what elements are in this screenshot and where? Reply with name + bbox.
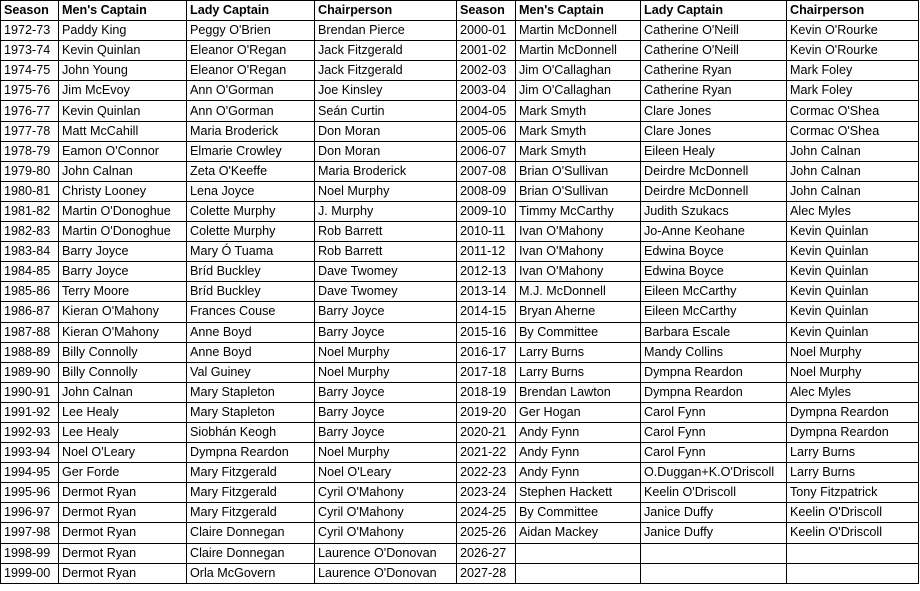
season-cell: 1975-76 <box>1 81 59 101</box>
season-cell: 1986-87 <box>1 302 59 322</box>
season-cell: 1991-92 <box>1 402 59 422</box>
lady-captain-cell: Catherine O'Neill <box>641 21 787 41</box>
lady-captain-cell: Deirdre McDonnell <box>641 161 787 181</box>
season-cell: 2024-25 <box>457 503 516 523</box>
chairperson-cell: Seán Curtin <box>315 101 457 121</box>
chairperson-cell: John Calnan <box>787 141 919 161</box>
lady-captain-cell: Mary Stapleton <box>187 382 315 402</box>
season-cell: 2019-20 <box>457 402 516 422</box>
chairperson-cell: Kevin Quinlan <box>787 322 919 342</box>
chairperson-cell: Tony Fitzpatrick <box>787 483 919 503</box>
lady-captain-cell: Eileen Healy <box>641 141 787 161</box>
lady-captain-cell: Mary Ó Tuama <box>187 242 315 262</box>
season-cell: 2018-19 <box>457 382 516 402</box>
lady-captain-cell: Edwina Boyce <box>641 242 787 262</box>
mens-captain-cell: Andy Fynn <box>516 463 641 483</box>
chairperson-cell: Dave Twomey <box>315 282 457 302</box>
mens-captain-cell: M.J. McDonnell <box>516 282 641 302</box>
season-cell: 1976-77 <box>1 101 59 121</box>
mens-captain-cell: John Calnan <box>59 382 187 402</box>
season-cell: 1994-95 <box>1 463 59 483</box>
table-row <box>1 161 919 181</box>
table-row <box>1 101 919 121</box>
mens-captain-cell: Ivan O'Mahony <box>516 262 641 282</box>
mens-captain-cell: Martin O'Donoghue <box>59 201 187 221</box>
mens-captain-cell: Paddy King <box>59 21 187 41</box>
mens-captain-cell: Mark Smyth <box>516 121 641 141</box>
season-cell: 1985-86 <box>1 282 59 302</box>
chairperson-cell: Barry Joyce <box>315 422 457 442</box>
chairperson-cell: Rob Barrett <box>315 222 457 242</box>
lady-captain-cell: Eleanor O'Regan <box>187 41 315 61</box>
chairperson-cell: Barry Joyce <box>315 402 457 422</box>
mens-captain-cell: Dermot Ryan <box>59 483 187 503</box>
chairperson-cell: Alec Myles <box>787 201 919 221</box>
lady-captain-cell: Anne Boyd <box>187 342 315 362</box>
chairperson-cell: Kevin O'Rourke <box>787 41 919 61</box>
lady-captain-cell: Mary Fitzgerald <box>187 503 315 523</box>
chairperson-cell: Noel Murphy <box>315 181 457 201</box>
mens-captain-cell <box>516 543 641 563</box>
table-row <box>1 322 919 342</box>
lady-captain-cell: Catherine Ryan <box>641 81 787 101</box>
season-cell: 1980-81 <box>1 181 59 201</box>
mens-captain-cell: Jim O'Callaghan <box>516 81 641 101</box>
lady-captain-cell: Peggy O'Brien <box>187 21 315 41</box>
lady-captain-cell: Siobhán Keogh <box>187 422 315 442</box>
lady-captain-cell: O.Duggan+K.O'Driscoll <box>641 463 787 483</box>
table-row <box>1 222 919 242</box>
season-cell: 2011-12 <box>457 242 516 262</box>
lady-captain-cell: Mandy Collins <box>641 342 787 362</box>
mens-captain-cell: Ivan O'Mahony <box>516 222 641 242</box>
season-cell: 2016-17 <box>457 342 516 362</box>
table-row <box>1 563 919 583</box>
mens-captain-cell: Dermot Ryan <box>59 543 187 563</box>
chairperson-cell: Laurence O'Donovan <box>315 543 457 563</box>
table-row <box>1 41 919 61</box>
chairperson-cell: Noel Murphy <box>787 362 919 382</box>
season-cell: 1987-88 <box>1 322 59 342</box>
table-row <box>1 463 919 483</box>
lady-captain-header: Lady Captain <box>641 1 787 21</box>
season-header: Season <box>457 1 516 21</box>
season-cell: 2000-01 <box>457 21 516 41</box>
chairperson-cell: John Calnan <box>787 161 919 181</box>
lady-captain-cell: Claire Donnegan <box>187 523 315 543</box>
lady-captain-cell: Janice Duffy <box>641 503 787 523</box>
season-cell: 2007-08 <box>457 161 516 181</box>
mens-captain-cell: Ivan O'Mahony <box>516 242 641 262</box>
table-row <box>1 141 919 161</box>
season-cell: 1999-00 <box>1 563 59 583</box>
mens-captain-cell: Brian O'Sullivan <box>516 161 641 181</box>
mens-captain-cell: Dermot Ryan <box>59 563 187 583</box>
mens-captain-cell: Kevin Quinlan <box>59 41 187 61</box>
mens-captain-cell: Terry Moore <box>59 282 187 302</box>
lady-captain-cell: Eileen McCarthy <box>641 282 787 302</box>
mens-captain-cell: Bryan Aherne <box>516 302 641 322</box>
lady-captain-cell: Jo-Anne Keohane <box>641 222 787 242</box>
season-cell: 2015-16 <box>457 322 516 342</box>
table-row <box>1 422 919 442</box>
chairperson-cell: Joe Kinsley <box>315 81 457 101</box>
lady-captain-cell: Barbara Escale <box>641 322 787 342</box>
lady-captain-cell: Colette Murphy <box>187 201 315 221</box>
season-cell: 1995-96 <box>1 483 59 503</box>
mens-captain-cell: Martin McDonnell <box>516 21 641 41</box>
mens-captain-cell: Andy Fynn <box>516 443 641 463</box>
season-cell: 1974-75 <box>1 61 59 81</box>
lady-captain-cell: Orla McGovern <box>187 563 315 583</box>
season-cell: 2001-02 <box>457 41 516 61</box>
season-cell: 1992-93 <box>1 422 59 442</box>
chairperson-cell: Don Moran <box>315 121 457 141</box>
table-body <box>1 21 919 584</box>
chairperson-cell: Noel O'Leary <box>315 463 457 483</box>
season-cell: 2002-03 <box>457 61 516 81</box>
table-row <box>1 362 919 382</box>
season-cell: 2006-07 <box>457 141 516 161</box>
chairperson-cell: Kevin O'Rourke <box>787 21 919 41</box>
chairperson-cell: Cyril O'Mahony <box>315 503 457 523</box>
mens-captain-cell: John Young <box>59 61 187 81</box>
lady-captain-cell: Bríd Buckley <box>187 262 315 282</box>
chairperson-cell: Dave Twomey <box>315 262 457 282</box>
lady-captain-cell: Carol Fynn <box>641 443 787 463</box>
lady-captain-cell <box>641 563 787 583</box>
mens-captain-cell: Matt McCahill <box>59 121 187 141</box>
lady-captain-cell: Carol Fynn <box>641 402 787 422</box>
season-cell: 1977-78 <box>1 121 59 141</box>
season-cell: 2022-23 <box>457 463 516 483</box>
chairperson-cell: Cormac O'Shea <box>787 121 919 141</box>
table-row <box>1 543 919 563</box>
chairperson-cell: J. Murphy <box>315 201 457 221</box>
lady-captain-cell: Keelin O'Driscoll <box>641 483 787 503</box>
chairperson-cell: Larry Burns <box>787 463 919 483</box>
table-row <box>1 121 919 141</box>
lady-captain-cell: Mary Stapleton <box>187 402 315 422</box>
mens-captain-header: Men's Captain <box>516 1 641 21</box>
mens-captain-cell: Kieran O'Mahony <box>59 302 187 322</box>
mens-captain-cell: Larry Burns <box>516 342 641 362</box>
table-row <box>1 181 919 201</box>
table-row <box>1 523 919 543</box>
mens-captain-cell: Barry Joyce <box>59 262 187 282</box>
table-row <box>1 443 919 463</box>
mens-captain-cell: Ger Forde <box>59 463 187 483</box>
chairperson-cell: Cyril O'Mahony <box>315 523 457 543</box>
lady-captain-cell: Dympna Reardon <box>641 382 787 402</box>
lady-captain-cell: Catherine O'Neill <box>641 41 787 61</box>
season-cell: 2009-10 <box>457 201 516 221</box>
table-row <box>1 61 919 81</box>
chairperson-cell: John Calnan <box>787 181 919 201</box>
lady-captain-cell: Carol Fynn <box>641 422 787 442</box>
mens-captain-cell: Ger Hogan <box>516 402 641 422</box>
season-cell: 2014-15 <box>457 302 516 322</box>
mens-captain-cell: Lee Healy <box>59 402 187 422</box>
season-cell: 1998-99 <box>1 543 59 563</box>
table-row <box>1 81 919 101</box>
mens-captain-cell: By Committee <box>516 322 641 342</box>
mens-captain-cell: Andy Fynn <box>516 422 641 442</box>
mens-captain-cell: Billy Connolly <box>59 342 187 362</box>
season-cell: 1988-89 <box>1 342 59 362</box>
lady-captain-cell: Elmarie Crowley <box>187 141 315 161</box>
mens-captain-cell: Stephen Hackett <box>516 483 641 503</box>
mens-captain-cell: Noel O'Leary <box>59 443 187 463</box>
table-row <box>1 262 919 282</box>
season-cell: 2017-18 <box>457 362 516 382</box>
table-row <box>1 483 919 503</box>
lady-captain-cell: Clare Jones <box>641 101 787 121</box>
table-row <box>1 302 919 322</box>
table-row <box>1 382 919 402</box>
chairperson-cell: Mark Foley <box>787 61 919 81</box>
season-cell: 1972-73 <box>1 21 59 41</box>
mens-captain-cell: Dermot Ryan <box>59 503 187 523</box>
season-cell: 2012-13 <box>457 262 516 282</box>
season-cell: 2026-27 <box>457 543 516 563</box>
mens-captain-cell: By Committee <box>516 503 641 523</box>
chairperson-cell: Kevin Quinlan <box>787 282 919 302</box>
chairperson-cell: Dympna Reardon <box>787 402 919 422</box>
chairperson-cell: Brendan Pierce <box>315 21 457 41</box>
season-cell: 2027-28 <box>457 563 516 583</box>
mens-captain-cell: Kieran O'Mahony <box>59 322 187 342</box>
mens-captain-cell: Jim McEvoy <box>59 81 187 101</box>
chairperson-cell: Barry Joyce <box>315 302 457 322</box>
chairperson-cell <box>787 543 919 563</box>
lady-captain-cell: Judith Szukacs <box>641 201 787 221</box>
lady-captain-cell: Ann O'Gorman <box>187 81 315 101</box>
chairperson-cell: Barry Joyce <box>315 322 457 342</box>
season-cell: 2013-14 <box>457 282 516 302</box>
season-cell: 1978-79 <box>1 141 59 161</box>
chairperson-cell: Cyril O'Mahony <box>315 483 457 503</box>
mens-captain-cell: Martin McDonnell <box>516 41 641 61</box>
lady-captain-cell: Claire Donnegan <box>187 543 315 563</box>
chairperson-cell: Barry Joyce <box>315 382 457 402</box>
mens-captain-cell: Dermot Ryan <box>59 523 187 543</box>
lady-captain-cell: Ann O'Gorman <box>187 101 315 121</box>
lady-captain-cell: Mary Fitzgerald <box>187 483 315 503</box>
table-row <box>1 402 919 422</box>
chairperson-cell: Laurence O'Donovan <box>315 563 457 583</box>
chairperson-cell: Noel Murphy <box>787 342 919 362</box>
season-cell: 1979-80 <box>1 161 59 181</box>
table-row <box>1 242 919 262</box>
chairperson-cell: Mark Foley <box>787 81 919 101</box>
season-cell: 1997-98 <box>1 523 59 543</box>
chairperson-cell: Dympna Reardon <box>787 422 919 442</box>
lady-captain-cell: Dympna Reardon <box>641 362 787 382</box>
mens-captain-cell: Larry Burns <box>516 362 641 382</box>
mens-captain-cell: Barry Joyce <box>59 242 187 262</box>
lady-captain-cell: Anne Boyd <box>187 322 315 342</box>
season-cell: 2023-24 <box>457 483 516 503</box>
chairperson-cell: Keelin O'Driscoll <box>787 523 919 543</box>
mens-captain-header: Men's Captain <box>59 1 187 21</box>
chairperson-cell: Cormac O'Shea <box>787 101 919 121</box>
season-cell: 1973-74 <box>1 41 59 61</box>
chairperson-cell: Keelin O'Driscoll <box>787 503 919 523</box>
table-row <box>1 503 919 523</box>
lady-captain-cell: Bríd Buckley <box>187 282 315 302</box>
chairperson-cell: Don Moran <box>315 141 457 161</box>
table-row <box>1 201 919 221</box>
chairperson-header: Chairperson <box>787 1 919 21</box>
lady-captain-cell <box>641 543 787 563</box>
chairperson-cell: Noel Murphy <box>315 342 457 362</box>
lady-captain-cell: Lena Joyce <box>187 181 315 201</box>
season-cell: 1984-85 <box>1 262 59 282</box>
chairperson-cell: Kevin Quinlan <box>787 262 919 282</box>
mens-captain-cell: Brian O'Sullivan <box>516 181 641 201</box>
chairperson-cell: Noel Murphy <box>315 443 457 463</box>
season-cell: 1990-91 <box>1 382 59 402</box>
chairperson-cell: Larry Burns <box>787 443 919 463</box>
lady-captain-cell: Maria Broderick <box>187 121 315 141</box>
mens-captain-cell: Christy Looney <box>59 181 187 201</box>
chairperson-header: Chairperson <box>315 1 457 21</box>
chairperson-cell: Maria Broderick <box>315 161 457 181</box>
lady-captain-cell: Frances Couse <box>187 302 315 322</box>
lady-captain-cell: Edwina Boyce <box>641 262 787 282</box>
chairperson-cell: Alec Myles <box>787 382 919 402</box>
season-cell: 2025-26 <box>457 523 516 543</box>
mens-captain-cell: Mark Smyth <box>516 101 641 121</box>
mens-captain-cell: Kevin Quinlan <box>59 101 187 121</box>
season-cell: 2008-09 <box>457 181 516 201</box>
mens-captain-cell: Billy Connolly <box>59 362 187 382</box>
chairperson-cell: Kevin Quinlan <box>787 222 919 242</box>
season-cell: 2021-22 <box>457 443 516 463</box>
mens-captain-cell: Martin O'Donoghue <box>59 222 187 242</box>
season-cell: 2010-11 <box>457 222 516 242</box>
season-cell: 2020-21 <box>457 422 516 442</box>
season-cell: 2003-04 <box>457 81 516 101</box>
mens-captain-cell: Timmy McCarthy <box>516 201 641 221</box>
mens-captain-cell: Eamon O'Connor <box>59 141 187 161</box>
mens-captain-cell: Aidan Mackey <box>516 523 641 543</box>
season-cell: 2005-06 <box>457 121 516 141</box>
mens-captain-cell: John Calnan <box>59 161 187 181</box>
season-cell: 1981-82 <box>1 201 59 221</box>
table-row <box>1 342 919 362</box>
mens-captain-cell: Mark Smyth <box>516 141 641 161</box>
lady-captain-cell: Deirdre McDonnell <box>641 181 787 201</box>
chairperson-cell: Jack Fitzgerald <box>315 41 457 61</box>
chairperson-cell: Rob Barrett <box>315 242 457 262</box>
chairperson-cell: Noel Murphy <box>315 362 457 382</box>
lady-captain-header: Lady Captain <box>187 1 315 21</box>
season-cell: 2004-05 <box>457 101 516 121</box>
season-cell: 1983-84 <box>1 242 59 262</box>
lady-captain-cell: Colette Murphy <box>187 222 315 242</box>
chairperson-cell: Jack Fitzgerald <box>315 61 457 81</box>
lady-captain-cell: Eleanor O'Regan <box>187 61 315 81</box>
lady-captain-cell: Mary Fitzgerald <box>187 463 315 483</box>
season-cell: 1996-97 <box>1 503 59 523</box>
lady-captain-cell: Zeta O'Keeffe <box>187 161 315 181</box>
mens-captain-cell: Jim O'Callaghan <box>516 61 641 81</box>
mens-captain-cell: Lee Healy <box>59 422 187 442</box>
lady-captain-cell: Janice Duffy <box>641 523 787 543</box>
lady-captain-cell: Eileen McCarthy <box>641 302 787 322</box>
mens-captain-cell: Brendan Lawton <box>516 382 641 402</box>
mens-captain-cell <box>516 563 641 583</box>
header-row <box>1 1 919 21</box>
season-cell: 1989-90 <box>1 362 59 382</box>
lady-captain-cell: Dympna Reardon <box>187 443 315 463</box>
season-header: Season <box>1 1 59 21</box>
lady-captain-cell: Val Guiney <box>187 362 315 382</box>
chairperson-cell: Kevin Quinlan <box>787 302 919 322</box>
lady-captain-cell: Catherine Ryan <box>641 61 787 81</box>
chairperson-cell <box>787 563 919 583</box>
season-cell: 1993-94 <box>1 443 59 463</box>
chairperson-cell: Kevin Quinlan <box>787 242 919 262</box>
season-cell: 1982-83 <box>1 222 59 242</box>
table-row <box>1 282 919 302</box>
lady-captain-cell: Clare Jones <box>641 121 787 141</box>
table-row <box>1 21 919 41</box>
